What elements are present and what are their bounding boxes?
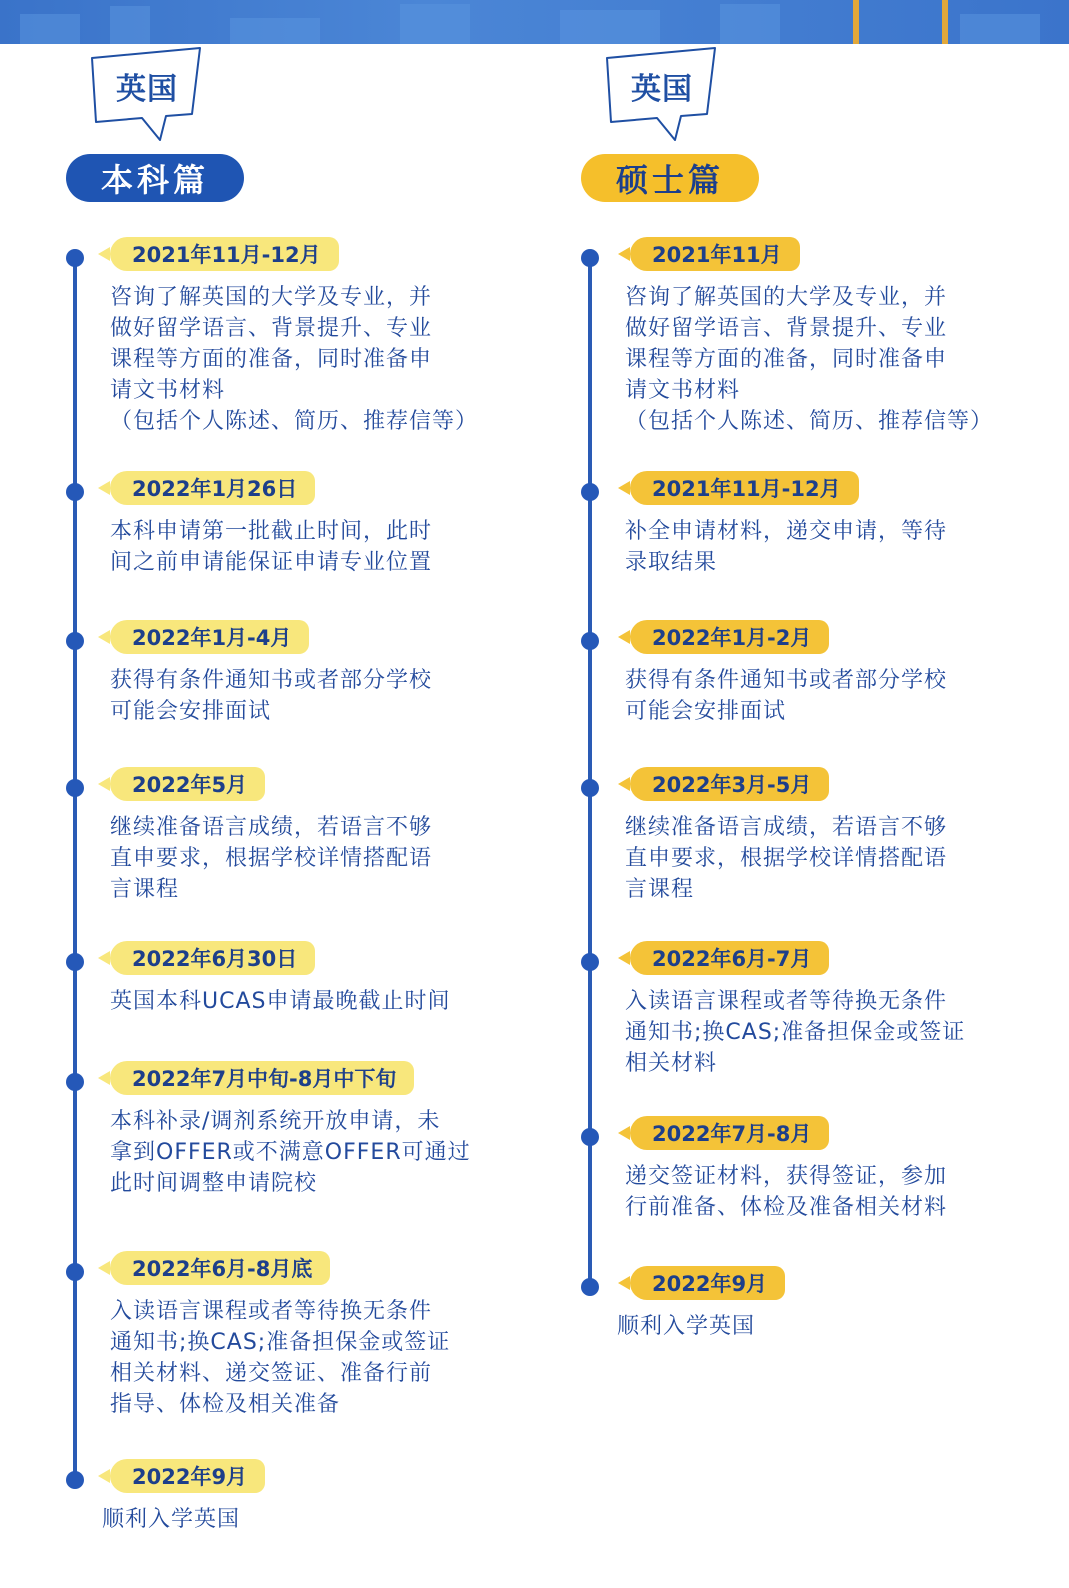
event-description bbox=[110, 1296, 450, 1420]
event-description-line: 直申要求，根据学校详情搭配语 bbox=[110, 846, 433, 871]
event-description-line: 相关材料 bbox=[625, 1051, 718, 1076]
event-description bbox=[625, 812, 947, 905]
timeline-dot bbox=[66, 632, 84, 650]
event-description-line: 课程等方面的准备，同时准备申 bbox=[110, 347, 433, 372]
timeline-dot bbox=[581, 249, 599, 267]
event-description-line: 可能会安排面试 bbox=[625, 699, 787, 724]
event-description-line: 言课程 bbox=[110, 877, 180, 902]
timeline-dot bbox=[581, 483, 599, 501]
header-banner bbox=[0, 0, 1069, 44]
event-description-line: 继续准备语言成绩，若语言不够 bbox=[110, 815, 433, 840]
event-description-line: 英国本科UCAS申请最晚截止时间 bbox=[110, 989, 451, 1014]
event-description-line: 言课程 bbox=[625, 877, 695, 902]
timeline-dot bbox=[581, 779, 599, 797]
timeline-dot bbox=[581, 953, 599, 971]
event-description-line: 相关材料、递交签证、准备行前 bbox=[110, 1361, 433, 1386]
event-description-line: 行前准备、体检及准备相关材料 bbox=[625, 1195, 948, 1220]
event-description-line: （包括个人陈述、简历、推荐信等） bbox=[625, 409, 994, 434]
timeline-dot bbox=[66, 483, 84, 501]
event-description-line: 做好留学语言、背景提升、专业 bbox=[110, 316, 433, 341]
event-date: 2021年11月-12月 bbox=[630, 471, 859, 505]
event-description bbox=[110, 665, 432, 727]
event-date: 2022年9月 bbox=[630, 1266, 785, 1300]
event-description-line: 直申要求，根据学校详情搭配语 bbox=[625, 846, 948, 871]
event-description bbox=[625, 516, 947, 578]
event-description-line: 咨询了解英国的大学及专业，并 bbox=[625, 285, 948, 310]
event-description-line: 指导、体检及相关准备 bbox=[110, 1392, 341, 1417]
event-date: 2022年1月-2月 bbox=[630, 620, 829, 654]
event-description bbox=[625, 986, 965, 1079]
event-description bbox=[110, 282, 478, 437]
event-date: 2022年7月中旬-8月中下旬 bbox=[110, 1061, 414, 1095]
event-description bbox=[625, 282, 993, 437]
section-title-bachelor: 本科篇 bbox=[66, 154, 244, 202]
event-description-line: 拿到OFFER或不满意OFFER可通过 bbox=[110, 1140, 471, 1165]
timeline-line-left bbox=[73, 258, 77, 1480]
event-description-line: 入读语言课程或者等待换无条件 bbox=[110, 1299, 433, 1324]
event-description-line: 请文书材料 bbox=[110, 378, 226, 403]
event-description-line: 通知书;换CAS;准备担保金或签证 bbox=[625, 1020, 966, 1045]
event-description bbox=[110, 516, 432, 578]
event-date: 2022年7月-8月 bbox=[630, 1116, 829, 1150]
event-date: 2022年5月 bbox=[110, 767, 265, 801]
event-description-line: （包括个人陈述、简历、推荐信等） bbox=[110, 409, 479, 434]
event-description bbox=[110, 812, 432, 905]
timeline-dot bbox=[581, 1128, 599, 1146]
event-description-line: 获得有条件通知书或者部分学校 bbox=[625, 668, 948, 693]
event-description-line: 录取结果 bbox=[625, 550, 718, 575]
event-description-line: 顺利入学英国 bbox=[102, 1507, 241, 1532]
event-description bbox=[110, 986, 450, 1017]
event-description-line: 请文书材料 bbox=[625, 378, 741, 403]
event-description-line: 递交签证材料，获得签证，参加 bbox=[625, 1164, 948, 1189]
event-description bbox=[625, 665, 947, 727]
event-description-line: 继续准备语言成绩，若语言不够 bbox=[625, 815, 948, 840]
timeline-dot bbox=[66, 1073, 84, 1091]
event-description-line: 获得有条件通知书或者部分学校 bbox=[110, 668, 433, 693]
event-description-line: 课程等方面的准备，同时准备申 bbox=[625, 347, 948, 372]
country-label-left: 英国 bbox=[116, 72, 178, 107]
event-description-line: 顺利入学英国 bbox=[617, 1314, 756, 1339]
timeline-dot bbox=[581, 1278, 599, 1296]
event-date: 2022年6月-7月 bbox=[630, 941, 829, 975]
event-description bbox=[102, 1504, 240, 1535]
section-title-master: 硕士篇 bbox=[581, 154, 759, 202]
event-description bbox=[625, 1161, 947, 1223]
timeline-dot bbox=[66, 249, 84, 267]
event-description-line: 此时间调整申请院校 bbox=[110, 1171, 318, 1196]
event-date: 2022年6月30日 bbox=[110, 941, 315, 975]
event-date: 2022年1月26日 bbox=[110, 471, 315, 505]
timeline-dot bbox=[66, 779, 84, 797]
event-description-line: 本科申请第一批截止时间，此时 bbox=[110, 519, 433, 544]
timeline-dot bbox=[66, 1471, 84, 1489]
event-description bbox=[617, 1311, 755, 1342]
event-date: 2021年11月 bbox=[630, 237, 800, 271]
event-date: 2022年3月-5月 bbox=[630, 767, 829, 801]
event-date: 2022年6月-8月底 bbox=[110, 1251, 330, 1285]
event-date: 2022年9月 bbox=[110, 1459, 265, 1493]
timeline-dot bbox=[66, 1263, 84, 1281]
event-description-line: 做好留学语言、背景提升、专业 bbox=[625, 316, 948, 341]
event-description-line: 入读语言课程或者等待换无条件 bbox=[625, 989, 948, 1014]
event-date: 2021年11月-12月 bbox=[110, 237, 339, 271]
event-description-line: 咨询了解英国的大学及专业，并 bbox=[110, 285, 433, 310]
event-description-line: 间之前申请能保证申请专业位置 bbox=[110, 550, 433, 575]
country-bubble-left bbox=[88, 44, 208, 144]
event-description-line: 通知书;换CAS;准备担保金或签证 bbox=[110, 1330, 451, 1355]
event-description bbox=[110, 1106, 471, 1199]
timeline-dot bbox=[66, 953, 84, 971]
event-description-line: 本科补录/调剂系统开放申请，未 bbox=[110, 1109, 441, 1134]
event-description-line: 补全申请材料，递交申请，等待 bbox=[625, 519, 948, 544]
country-label-right: 英国 bbox=[631, 72, 693, 107]
event-description-line: 可能会安排面试 bbox=[110, 699, 272, 724]
event-date: 2022年1月-4月 bbox=[110, 620, 309, 654]
timeline-dot bbox=[581, 632, 599, 650]
country-bubble-right bbox=[603, 44, 723, 144]
